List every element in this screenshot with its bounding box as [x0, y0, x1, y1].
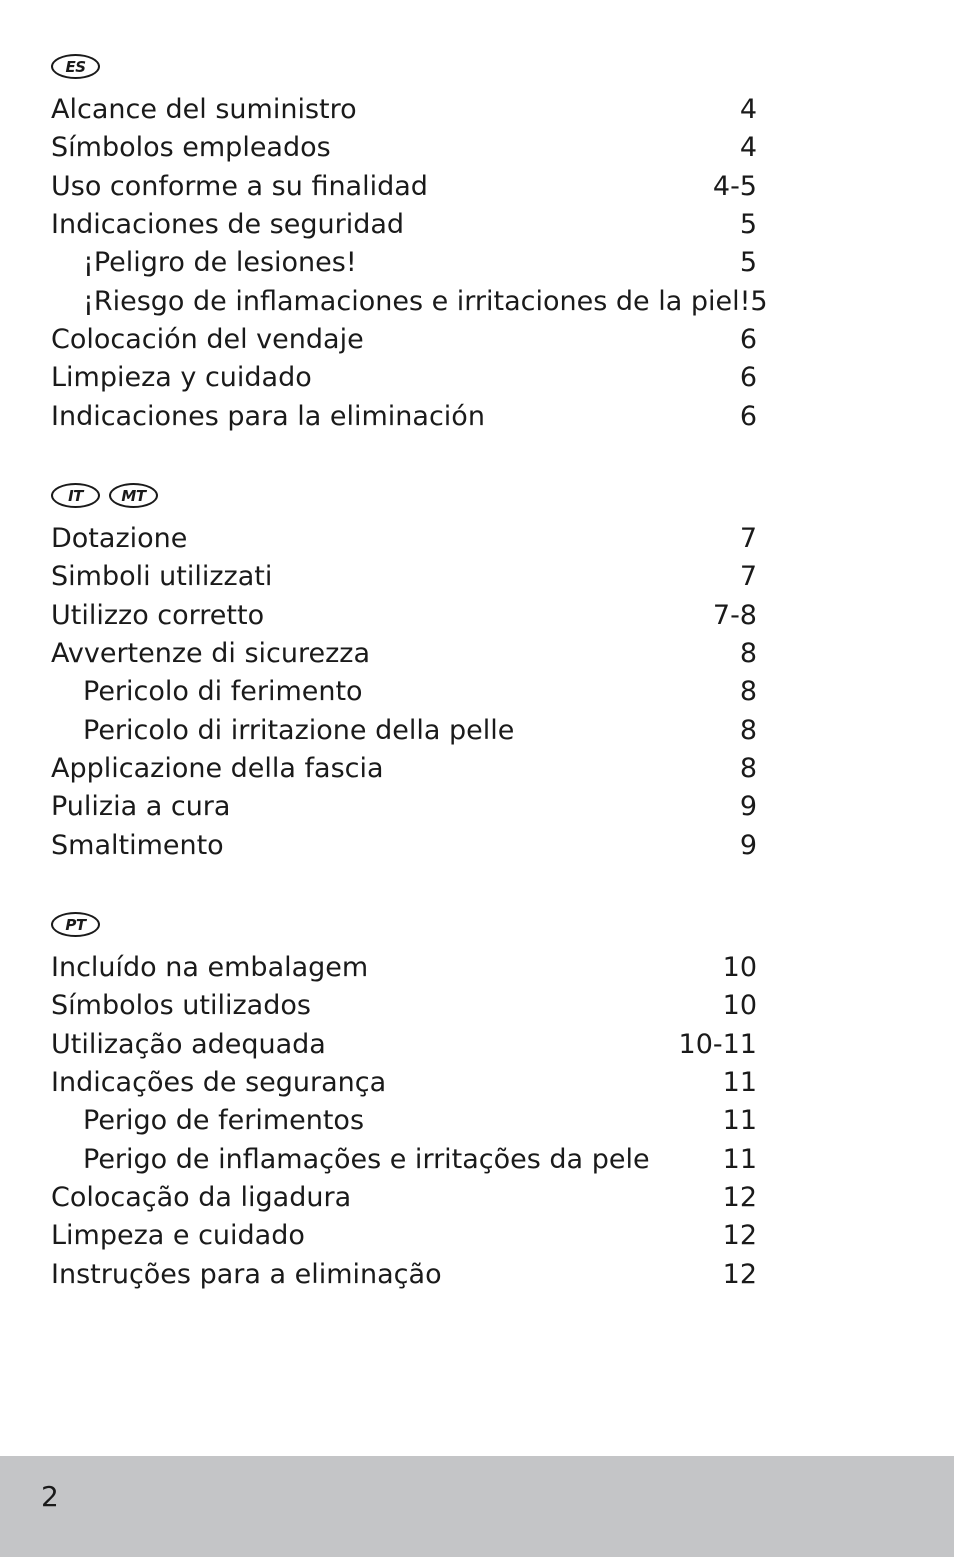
language-badge-pt: PT [51, 912, 100, 937]
toc-entry-title: Alcance del suministro [51, 94, 357, 126]
toc-subentry[interactable] [51, 1102, 757, 1140]
toc-entry[interactable] [51, 826, 757, 864]
toc-entry-page: 9 [739, 791, 757, 823]
toc-entry-title: Indicaciones para la eliminación [51, 400, 485, 432]
toc-entry-page: 6 [739, 323, 757, 355]
toc-entry-title: Pericolo di irritazione della pelle [83, 714, 515, 746]
toc-entry[interactable] [51, 987, 757, 1025]
toc-entry-title: Colocación del vendaje [51, 323, 364, 355]
toc-entry[interactable] [51, 788, 757, 826]
toc-section-es [51, 52, 768, 436]
language-badges [51, 910, 757, 939]
toc-entry-title: Avvertenze di sicurezza [51, 638, 370, 670]
toc-entry-page: 12 [722, 1258, 757, 1290]
toc-entry-page: 9 [739, 829, 757, 861]
language-badge-mt: MT [109, 483, 158, 508]
toc-entry-title: Indicações de segurança [51, 1067, 387, 1099]
toc-entry-title: Símbolos utilizados [51, 990, 311, 1022]
toc-entry-page: 8 [739, 638, 757, 670]
toc-entry[interactable] [51, 635, 757, 673]
toc-entry-title: Pericolo di ferimento [83, 676, 363, 708]
toc-entry-title: Símbolos empleados [51, 132, 331, 164]
toc-entry-page: 5 [739, 209, 757, 241]
toc-entry-title: Indicaciones de seguridad [51, 209, 405, 241]
toc-entry-page: 4 [739, 94, 757, 126]
toc-list [51, 91, 768, 436]
toc-subentry[interactable] [51, 673, 757, 711]
toc-entry[interactable] [51, 597, 757, 635]
toc-entry-title: Smaltimento [51, 829, 224, 861]
toc-entry[interactable] [51, 1217, 757, 1255]
toc-entry-page: 5 [739, 247, 757, 279]
toc-entry-title: Utilização adequada [51, 1028, 326, 1060]
toc-list [51, 949, 757, 1294]
toc-entry-title: Pulizia a cura [51, 791, 231, 823]
toc-entry-page: 7-8 [712, 599, 757, 631]
toc-entry[interactable] [51, 129, 757, 167]
toc-entry-page: 8 [739, 676, 757, 708]
toc-subentry[interactable] [51, 244, 757, 282]
toc-list [51, 520, 757, 865]
toc-entry-page: 7 [739, 523, 757, 555]
toc-entry-page: 11 [722, 1143, 757, 1175]
toc-entry-title: Incluído na embalagem [51, 952, 369, 984]
toc-entry-title: Uso conforme a su finalidad [51, 170, 428, 202]
toc-entry-title: Perigo de inflamações e irritações da pele [83, 1143, 650, 1175]
toc-entry[interactable] [51, 949, 757, 987]
toc-section-pt [51, 910, 757, 1294]
toc-entry[interactable] [51, 558, 757, 596]
language-badge-it: IT [51, 483, 100, 508]
toc-entry-title: ¡Peligro de lesiones! [83, 247, 357, 279]
toc-entry-title: Dotazione [51, 523, 188, 555]
toc-entry-title: Utilizzo corretto [51, 599, 265, 631]
toc-entry[interactable] [51, 91, 757, 129]
toc-entry-title: Perigo de ferimentos [83, 1105, 365, 1137]
toc-subentry[interactable] [51, 1140, 757, 1178]
toc-entry-page: 4 [739, 132, 757, 164]
toc-entry-title: Limpieza y cuidado [51, 362, 312, 394]
toc-entry-page: 8 [739, 752, 757, 784]
toc-entry[interactable] [51, 520, 757, 558]
toc-entry-title: Instruções para a eliminação [51, 1258, 442, 1290]
toc-entry-page: 4-5 [712, 170, 757, 202]
toc-entry-page: 12 [722, 1181, 757, 1213]
toc-entry-page: 11 [722, 1067, 757, 1099]
toc-entry-page: 7 [739, 561, 757, 593]
toc-entry-page: 10-11 [678, 1028, 757, 1060]
toc-section-it-mt [51, 481, 757, 865]
toc-entry-page: 6 [739, 400, 757, 432]
toc-entry-page: 5 [750, 285, 768, 317]
toc-entry-title: ¡Riesgo de inflamaciones e irritaciones de la piel! [83, 285, 751, 317]
toc-entry[interactable] [51, 1026, 757, 1064]
toc-entry-title: Limpeza e cuidado [51, 1220, 305, 1252]
toc-entry-page: 6 [739, 362, 757, 394]
toc-entry-title: Simboli utilizzati [51, 561, 273, 593]
toc-entry[interactable] [51, 168, 757, 206]
toc-entry-title: Colocação da ligadura [51, 1181, 352, 1213]
toc-entry[interactable] [51, 1064, 757, 1102]
toc-entry[interactable] [51, 397, 757, 435]
toc-entry[interactable] [51, 359, 757, 397]
language-badge-es: ES [51, 54, 100, 79]
toc-entry[interactable] [51, 321, 757, 359]
toc-entry-page: 11 [722, 1105, 757, 1137]
toc-subentry[interactable] [51, 711, 757, 749]
toc-entry[interactable] [51, 206, 757, 244]
toc-entry-page: 12 [722, 1220, 757, 1252]
toc-entry[interactable] [51, 1255, 757, 1293]
toc-entry[interactable] [51, 1179, 757, 1217]
language-badges [51, 52, 757, 81]
toc-subentry[interactable] [51, 282, 768, 320]
language-badges [51, 481, 757, 510]
toc-entry-page: 10 [722, 990, 757, 1022]
toc-entry-page: 10 [722, 952, 757, 984]
toc-entry-title: Applicazione della fascia [51, 752, 384, 784]
toc-entry-page: 8 [739, 714, 757, 746]
toc-entry[interactable] [51, 750, 757, 788]
page-number: 2 [41, 1480, 59, 1513]
footer-bar [0, 1456, 954, 1557]
